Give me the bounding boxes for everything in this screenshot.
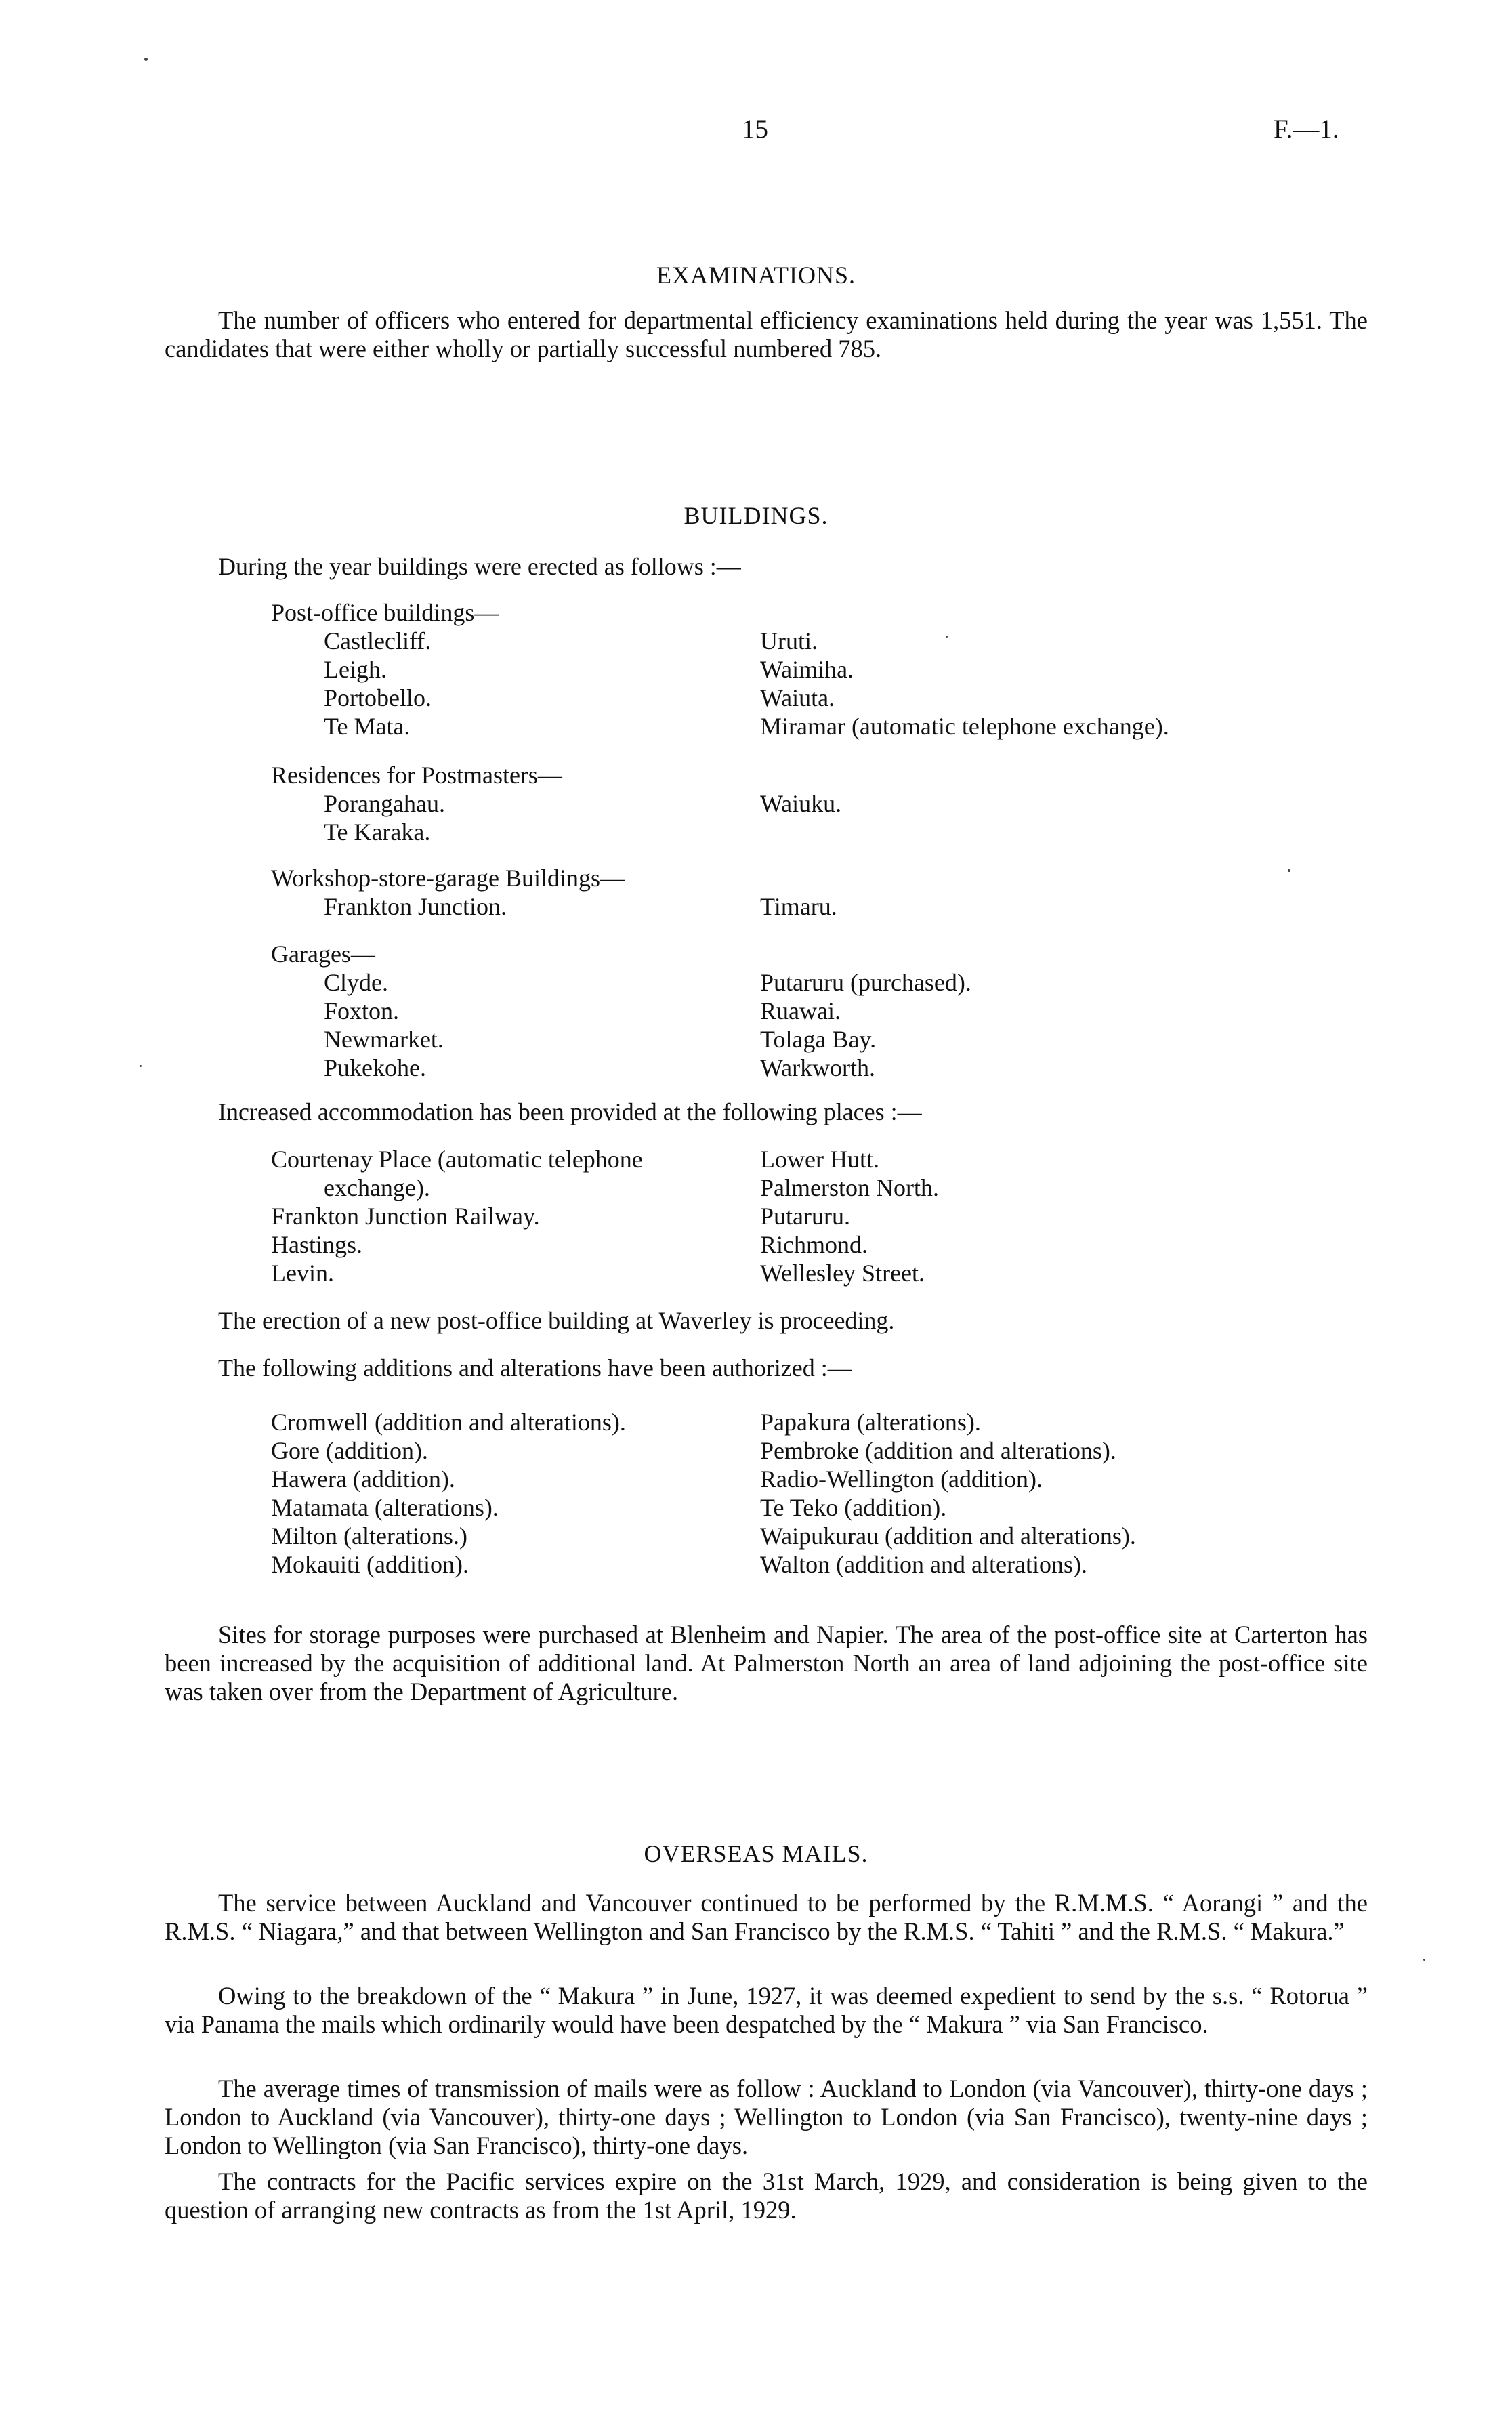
- list-item: Te Mata.: [324, 713, 411, 740]
- scan-speck: [140, 1065, 142, 1067]
- list-item: Newmarket.: [324, 1026, 444, 1053]
- list-item: Putaruru.: [760, 1203, 850, 1230]
- scan-speck: [1288, 869, 1290, 872]
- page-number: 15: [742, 115, 768, 144]
- list-item: Warkworth.: [760, 1054, 876, 1081]
- list-item: Foxton.: [324, 997, 400, 1024]
- list-item: Miramar (automatic telephone exchange).: [760, 713, 1169, 740]
- list-item: Radio-Wellington (addition).: [760, 1465, 1043, 1493]
- list-item: Lower Hutt.: [760, 1146, 879, 1173]
- list-item: Ruawai.: [760, 997, 841, 1024]
- document-reference: F.—1.: [1274, 115, 1339, 144]
- list-item: Levin.: [271, 1260, 334, 1287]
- list-item: Cromwell (addition and alterations).: [271, 1409, 626, 1436]
- scan-speck: [946, 636, 948, 638]
- waverley-statement: The erection of a new post-office building at Waverley is proceeding.: [218, 1307, 895, 1334]
- sites-paragraph: Sites for storage purposes were purchased at Blenheim and Napier. The area of the post-office site at Carterton has been increased by the acquisition of additional land. At Palmerston North an area of land adjoining the post-office site was taken over from the Department of Agriculture.: [165, 1621, 1368, 1705]
- list-item: Gore (addition).: [271, 1437, 428, 1464]
- list-item: Portobello.: [324, 684, 432, 711]
- list-item: Papakura (alterations).: [760, 1409, 981, 1436]
- scan-speck: [144, 58, 148, 61]
- list-item: Richmond.: [760, 1231, 868, 1258]
- list-item: Tolaga Bay.: [760, 1026, 877, 1053]
- list-item: Palmerston North.: [760, 1174, 939, 1201]
- list-item: Clyde.: [324, 969, 388, 996]
- list-item: Frankton Junction.: [324, 893, 507, 920]
- overseas-paragraph: The contracts for the Pacific services expire on the 31st March, 1929, and consideration is being given to the question of arranging new contracts as from the 1st April, 1929.: [165, 2167, 1368, 2224]
- overseas-paragraph: Owing to the breakdown of the “ Makura ” in June, 1927, it was deemed expedient to send by the s.s. “ Rotorua ” via Panama the mails which ordinarily would have been despatched by the “ Makura ” via San Francisco.: [165, 1982, 1368, 2038]
- list-item: Te Karaka.: [324, 818, 431, 846]
- list-item: Matamata (alterations).: [271, 1494, 499, 1521]
- buildings-intro: During the year buildings were erected as follows :—: [218, 553, 741, 580]
- list-item: Waimiha.: [760, 656, 854, 683]
- list-item: Milton (alterations.): [271, 1522, 467, 1550]
- list-item: Hawera (addition).: [271, 1465, 455, 1493]
- list-item: Courtenay Place (automatic telephone: [271, 1146, 643, 1173]
- overseas-mails-heading: OVERSEAS MAILS.: [644, 1840, 868, 1867]
- list-item: Walton (addition and alterations).: [760, 1551, 1087, 1578]
- examinations-heading: EXAMINATIONS.: [656, 262, 856, 289]
- list-item: Wellesley Street.: [760, 1260, 925, 1287]
- list-item: Pukekohe.: [324, 1054, 426, 1081]
- residences-header: Residences for Postmasters—: [271, 762, 562, 789]
- workshop-header: Workshop-store-garage Buildings—: [271, 865, 625, 892]
- buildings-heading: BUILDINGS.: [684, 502, 828, 529]
- list-item: exchange).: [324, 1174, 430, 1201]
- list-item: Te Teko (addition).: [760, 1494, 947, 1521]
- list-item: Hastings.: [271, 1231, 362, 1258]
- list-item: Uruti.: [760, 627, 818, 654]
- increased-accommodation-intro: Increased accommodation has been provided at the following places :—: [218, 1098, 922, 1125]
- list-item: Putaruru (purchased).: [760, 969, 971, 996]
- list-item: Mokauiti (addition).: [271, 1551, 469, 1578]
- overseas-paragraph: The average times of transmission of mails were as follow : Auckland to London (via Vancouver), thirty-one days ; London to Auckland (via Vancouver), thirty-one days ; Wellington to London (via San Francisco), twenty-nine days ; London to Wellington (via San Francisco), thirty-one days.: [165, 2075, 1368, 2159]
- additions-intro: The following additions and alterations have been authorized :—: [218, 1354, 852, 1381]
- examinations-paragraph: The number of officers who entered for departmental efficiency examinations held during the year was 1,551. The candidates that were either wholly or partially successful numbered 785.: [165, 306, 1368, 362]
- garages-header: Garages—: [271, 940, 375, 968]
- list-item: Castlecliff.: [324, 627, 432, 654]
- list-item: Leigh.: [324, 656, 387, 683]
- list-item: Waiuku.: [760, 790, 842, 817]
- post-office-header: Post-office buildings—: [271, 599, 499, 626]
- scan-speck: [1423, 1959, 1425, 1961]
- list-item: Waiuta.: [760, 684, 835, 711]
- list-item: Pembroke (addition and alterations).: [760, 1437, 1116, 1464]
- list-item: Porangahau.: [324, 790, 445, 817]
- list-item: Frankton Junction Railway.: [271, 1203, 540, 1230]
- list-item: Timaru.: [760, 893, 837, 920]
- list-item: Waipukurau (addition and alterations).: [760, 1522, 1136, 1550]
- overseas-paragraph: The service between Auckland and Vancouver continued to be performed by the R.M.M.S. “ Aorangi ” and the R.M.S. “ Niagara,” and that between Wellington and San Francisco by the R.M.S. “ Tahiti ” and the R.M.S. “ Makura.”: [165, 1889, 1368, 1945]
